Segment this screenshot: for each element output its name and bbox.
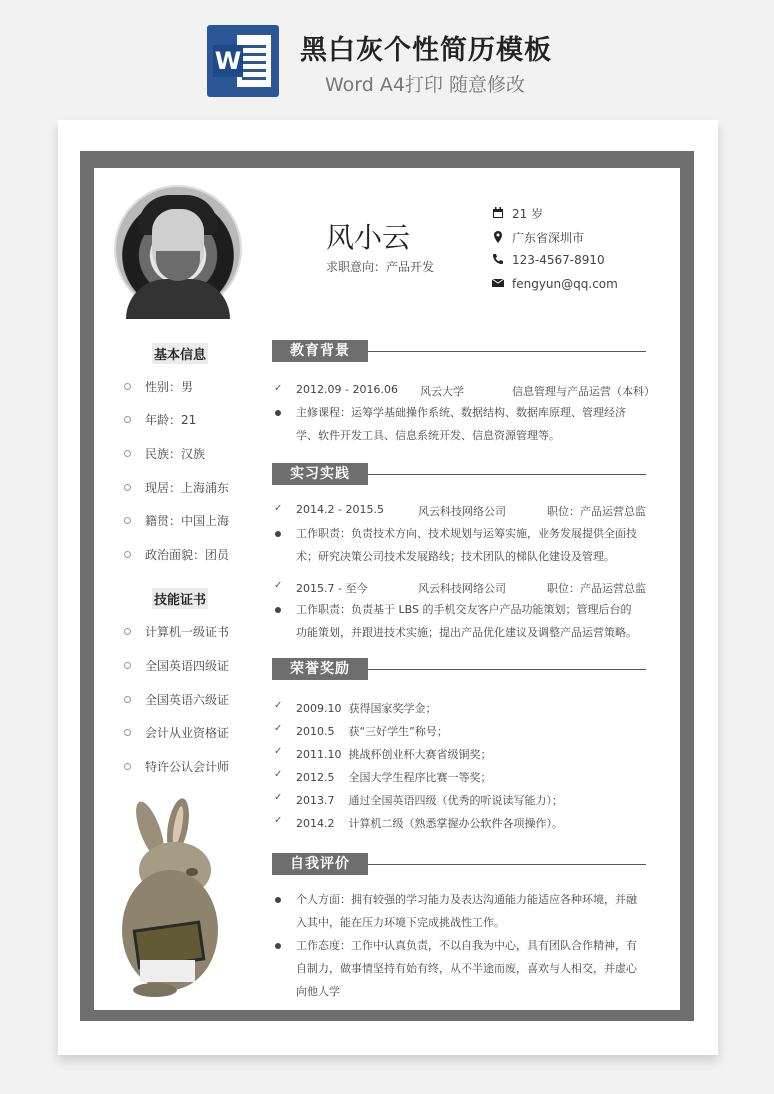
circle-bullet-icon (124, 450, 131, 457)
age-text: 21 岁 (512, 207, 544, 221)
check-icon: ✓ (274, 815, 283, 826)
education-section-title: 教育背景 (272, 340, 368, 362)
bullet-icon (275, 943, 281, 949)
check-icon: ✓ (274, 383, 283, 394)
job-company: 风云科技网络公司 (418, 582, 506, 595)
circle-bullet-icon (124, 729, 131, 736)
page-title: 黑白灰个性简历模板 (300, 35, 552, 66)
skill-item: 会计从业资格证 (124, 724, 229, 741)
self-eval-section-title: 自我评价 (272, 853, 368, 875)
circle-bullet-icon (124, 696, 131, 703)
basic-info-item: 民族：汉族 (124, 445, 205, 462)
basic-info-item: 年龄：21 (124, 411, 196, 428)
section-divider (368, 864, 646, 865)
contact-age (492, 205, 543, 222)
contact-email (492, 277, 618, 291)
internship-section-title: 实习实践 (272, 463, 368, 485)
section-divider (368, 474, 646, 475)
section-divider (368, 351, 646, 352)
skill-item: 全国英语四级证 (124, 657, 229, 674)
honor-item: 2011.10 挑战杯创业杯大赛省级铜奖； (296, 748, 492, 761)
self-eval-item: 个人方面：拥有较强的学习能力及表达沟通能力能适应各种环境，并融入其中，能在压力环境下完成挑战性工作。 (296, 893, 637, 929)
check-icon: ✓ (274, 746, 283, 757)
basic-info-item: 籍贯：中国上海 (124, 512, 229, 529)
check-icon: ✓ (274, 503, 283, 514)
circle-bullet-icon (124, 763, 131, 770)
contact-location (492, 229, 584, 246)
job-position: 职位：产品运营总监 (547, 505, 646, 518)
mail-icon (492, 277, 504, 289)
honor-item: 2012.5 全国大学生程序比赛一等奖； (296, 771, 492, 784)
candidate-name: 风小云 (326, 221, 411, 254)
job-period: 2014.2 - 2015.5 (296, 503, 384, 516)
check-icon: ✓ (274, 580, 283, 591)
basic-info-title: 基本信息 (152, 343, 208, 364)
skill-item: 特许公认会计师 (124, 758, 229, 775)
circle-bullet-icon (124, 416, 131, 423)
education-row: 2012.09 - 2016.06 (296, 383, 398, 396)
location-icon (492, 231, 504, 243)
job-position: 职位：产品运营总监 (547, 582, 646, 595)
basic-info-item: 现居：上海浦东 (124, 479, 229, 496)
location-text: 广东省深圳市 (512, 231, 585, 245)
bullet-icon (275, 410, 281, 416)
basic-info-item: 性别：男 (124, 378, 193, 395)
word-logo-icon (207, 25, 279, 97)
bullet-icon (275, 607, 281, 613)
honor-item: 2009.10 获得国家奖学金； (296, 702, 437, 715)
section-divider (368, 669, 646, 670)
education-courses: 主修课程：运筹学基础操作系统、数据结构、数据库原理、管理经济学、软件开发工具、信息系统开发、信息资源管理等。 (296, 406, 626, 442)
email-text: fengyun@qq.com (512, 277, 618, 291)
skills-title: 技能证书 (152, 588, 208, 609)
skill-item: 全国英语六级证 (124, 691, 229, 708)
circle-bullet-icon (124, 383, 131, 390)
honor-item: 2010.5 获“三好学生”称号； (296, 725, 448, 738)
circle-bullet-icon (124, 484, 131, 491)
phone-text: 123-4567-8910 (512, 253, 605, 267)
job-company: 风云科技网络公司 (418, 505, 506, 518)
skill-item: 计算机一级证书 (124, 623, 229, 640)
honors-section-title: 荣誉奖励 (272, 658, 368, 680)
word-logo-letter: W (214, 47, 242, 75)
honor-item: 2014.2 计算机二级（熟悉掌握办公软件各项操作）。 (296, 817, 563, 830)
job-period: 2015.7 - 至今 (296, 582, 368, 595)
calendar-icon (492, 207, 504, 219)
header (0, 0, 774, 110)
page-subtitle: Word A4打印 随意修改 (325, 74, 526, 96)
honor-item: 2013.7 通过全国英语四级（优秀的听说读写能力）； (296, 794, 563, 807)
circle-bullet-icon (124, 662, 131, 669)
check-icon: ✓ (274, 792, 283, 803)
check-icon: ✓ (274, 700, 283, 711)
job-duty: 工作职责：负责技术方向、技术规划与运筹实施，业务发展提供全面技术；研究决策公司技术发展路线；技术团队的梯队化建设及管理。 (296, 527, 637, 563)
circle-bullet-icon (124, 551, 131, 558)
circle-bullet-icon (124, 628, 131, 635)
self-eval-item: 工作态度：工作中认真负责，不以自我为中心，具有团队合作精神，有自制力，做事情坚持有始有终，从不半途而废，喜欢与人相交，并虚心向他人学 (296, 939, 637, 998)
job-duty: 工作职责：负责基于 LBS 的手机交友客户产品功能策划；管理后台的功能策划，并跟进技术实施；提出产品优化建议及调整产品运营策略。 (296, 603, 637, 639)
check-icon: ✓ (274, 723, 283, 734)
education-major: 信息管理与产品运营（本科） (512, 385, 655, 398)
check-icon: ✓ (274, 769, 283, 780)
basic-info-item: 政治面貌：团员 (124, 546, 229, 563)
bunny-illustration (100, 800, 245, 1000)
contact-phone (492, 253, 605, 267)
job-intent: 求职意向：产品开发 (326, 260, 435, 274)
avatar (116, 187, 240, 311)
phone-icon (492, 253, 504, 265)
circle-bullet-icon (124, 517, 131, 524)
bullet-icon (275, 531, 281, 537)
education-school: 风云大学 (420, 385, 464, 398)
bullet-icon (275, 897, 281, 903)
